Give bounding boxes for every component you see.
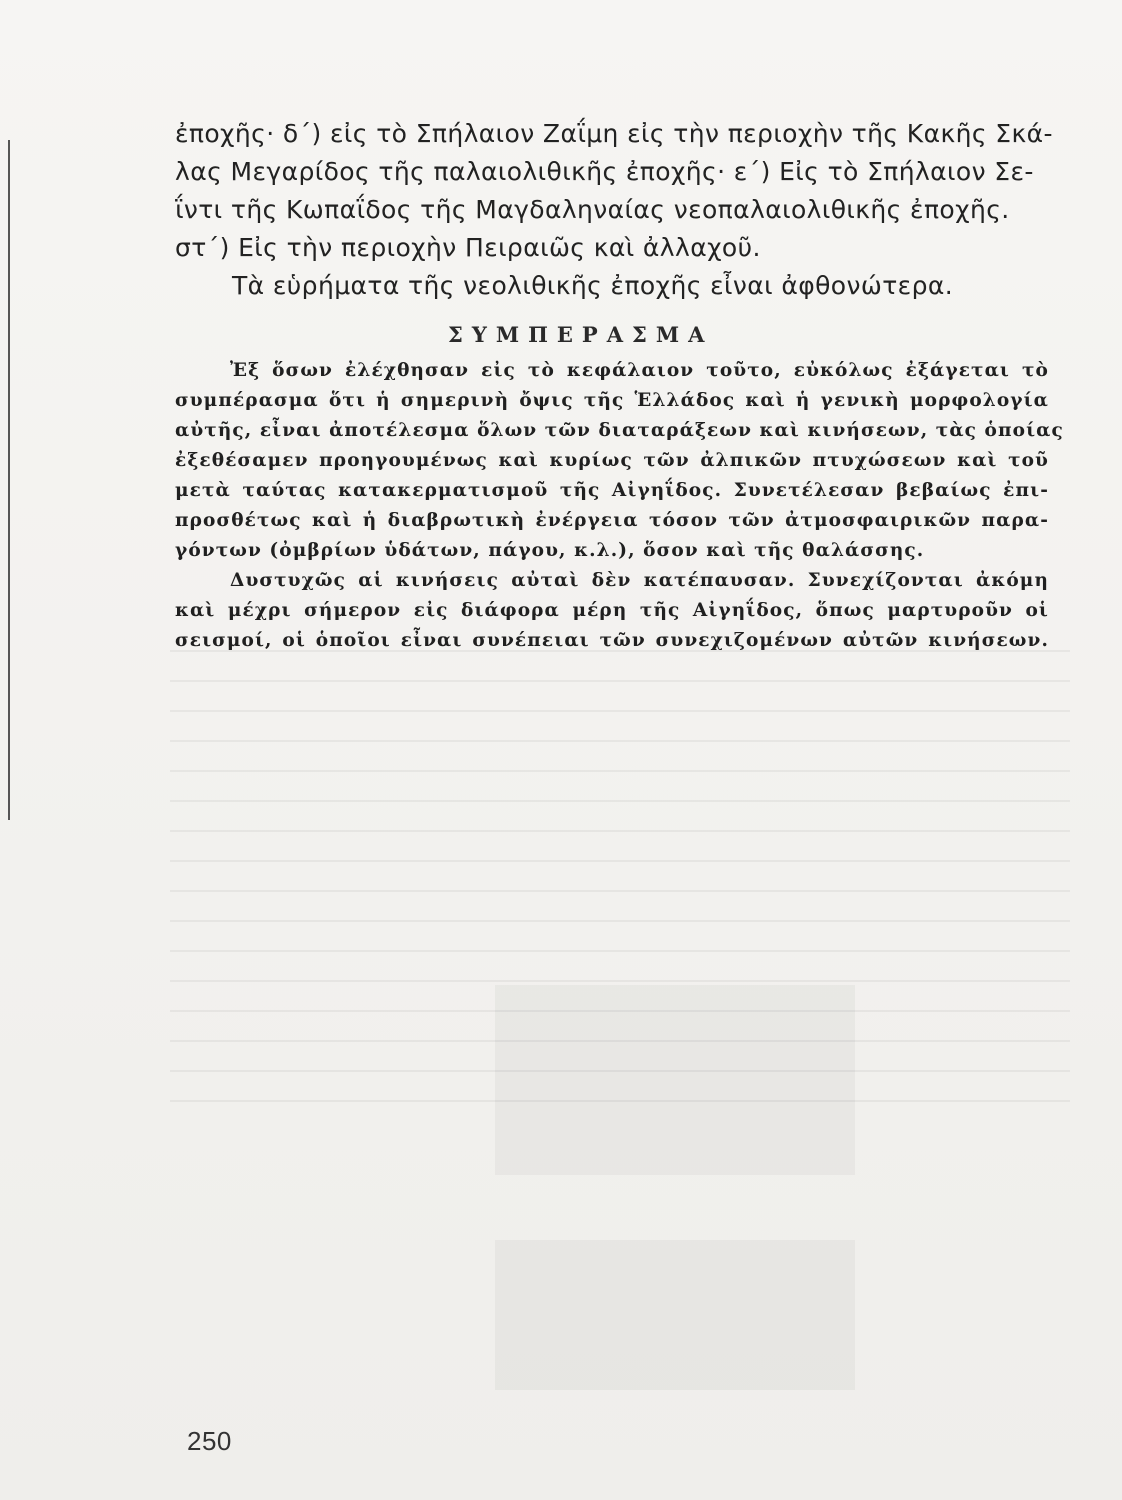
text-line: γόντων (ὀμβρίων ὑδάτων, πάγου, κ.λ.), ὅσον καὶ τῆς θαλάσσης.	[175, 540, 925, 561]
text-line: Ἐξ ὅσων ἐλέχθησαν εἰς τὸ κεφάλαιον τοῦτο, εὐκόλως ἐξάγεται τὸ	[230, 360, 1049, 381]
text-line: καὶ μέχρι σήμερον εἰς διάφορα μέρη τῆς Αἰγηΐδος, ὅπως μαρτυροῦν οἱ	[175, 600, 1049, 621]
text-line: Δυστυχῶς αἱ κινήσεις αὐταὶ δὲν κατέπαυσαν. Συνεχίζονται ἀκόμη	[230, 570, 1049, 591]
conclusion-paragraphs	[175, 356, 1064, 656]
text-line: στ΄) Εἰς τὴν περιοχὴν Πειραιῶς καὶ ἀλλαχοῦ.	[175, 233, 761, 262]
text-line: ΐντι τῆς Κωπαΐδος τῆς Μαγδαληναίας νεοπαλαιολιθικῆς ἐποχῆς.	[175, 195, 1010, 224]
upper-paragraphs	[175, 115, 1053, 305]
text-line: ἐξεθέσαμεν προηγουμένως καὶ κυρίως τῶν ἀλπικῶν πτυχώσεων καὶ τοῦ	[175, 450, 1049, 471]
text-line: Τὰ εὑρήματα τῆς νεολιθικῆς ἐποχῆς εἶναι ἀφθονώτερα.	[232, 271, 954, 300]
show-through-figure-bottom	[495, 1240, 855, 1390]
text-line: μετὰ ταύτας κατακερματισμοῦ τῆς Αἰγηΐδος. Συνετέλεσαν βεβαίως ἐπι-	[175, 480, 1049, 501]
text-line: συμπέρασμα ὅτι ἡ σημερινὴ ὄψις τῆς Ἑλλάδος καὶ ἡ γενικὴ μορφολογία	[175, 390, 1049, 411]
text-line: ἐποχῆς· δ΄) εἰς τὸ Σπήλαιον Ζαΐμη εἰς τὴν περιοχὴν τῆς Κακῆς Σκά-	[175, 119, 1053, 148]
show-through-figure-top	[495, 985, 855, 1175]
binding-edge-line	[8, 140, 10, 820]
text-line: προσθέτως καὶ ἡ διαβρωτικὴ ἐνέργεια τόσον τῶν ἀτμοσφαιρικῶν παρα-	[175, 510, 1049, 531]
text-line: αὐτῆς, εἶναι ἀποτέλεσμα ὅλων τῶν διαταράξεων καὶ κινήσεων, τὰς ὁποίας	[175, 420, 1064, 441]
text-line: λας Μεγαρίδος τῆς παλαιολιθικῆς ἐποχῆς· ε΄) Εἰς τὸ Σπήλαιον Σε-	[175, 157, 1034, 186]
page-number: 250	[187, 1426, 232, 1456]
text-line: σεισμοί, οἱ ὁποῖοι εἶναι συνέπειαι τῶν συνεχιζομένων αὐτῶν κινήσεων.	[175, 630, 1049, 651]
section-heading: ΣΥΜΠΕΡΑΣΜΑ	[448, 322, 714, 347]
